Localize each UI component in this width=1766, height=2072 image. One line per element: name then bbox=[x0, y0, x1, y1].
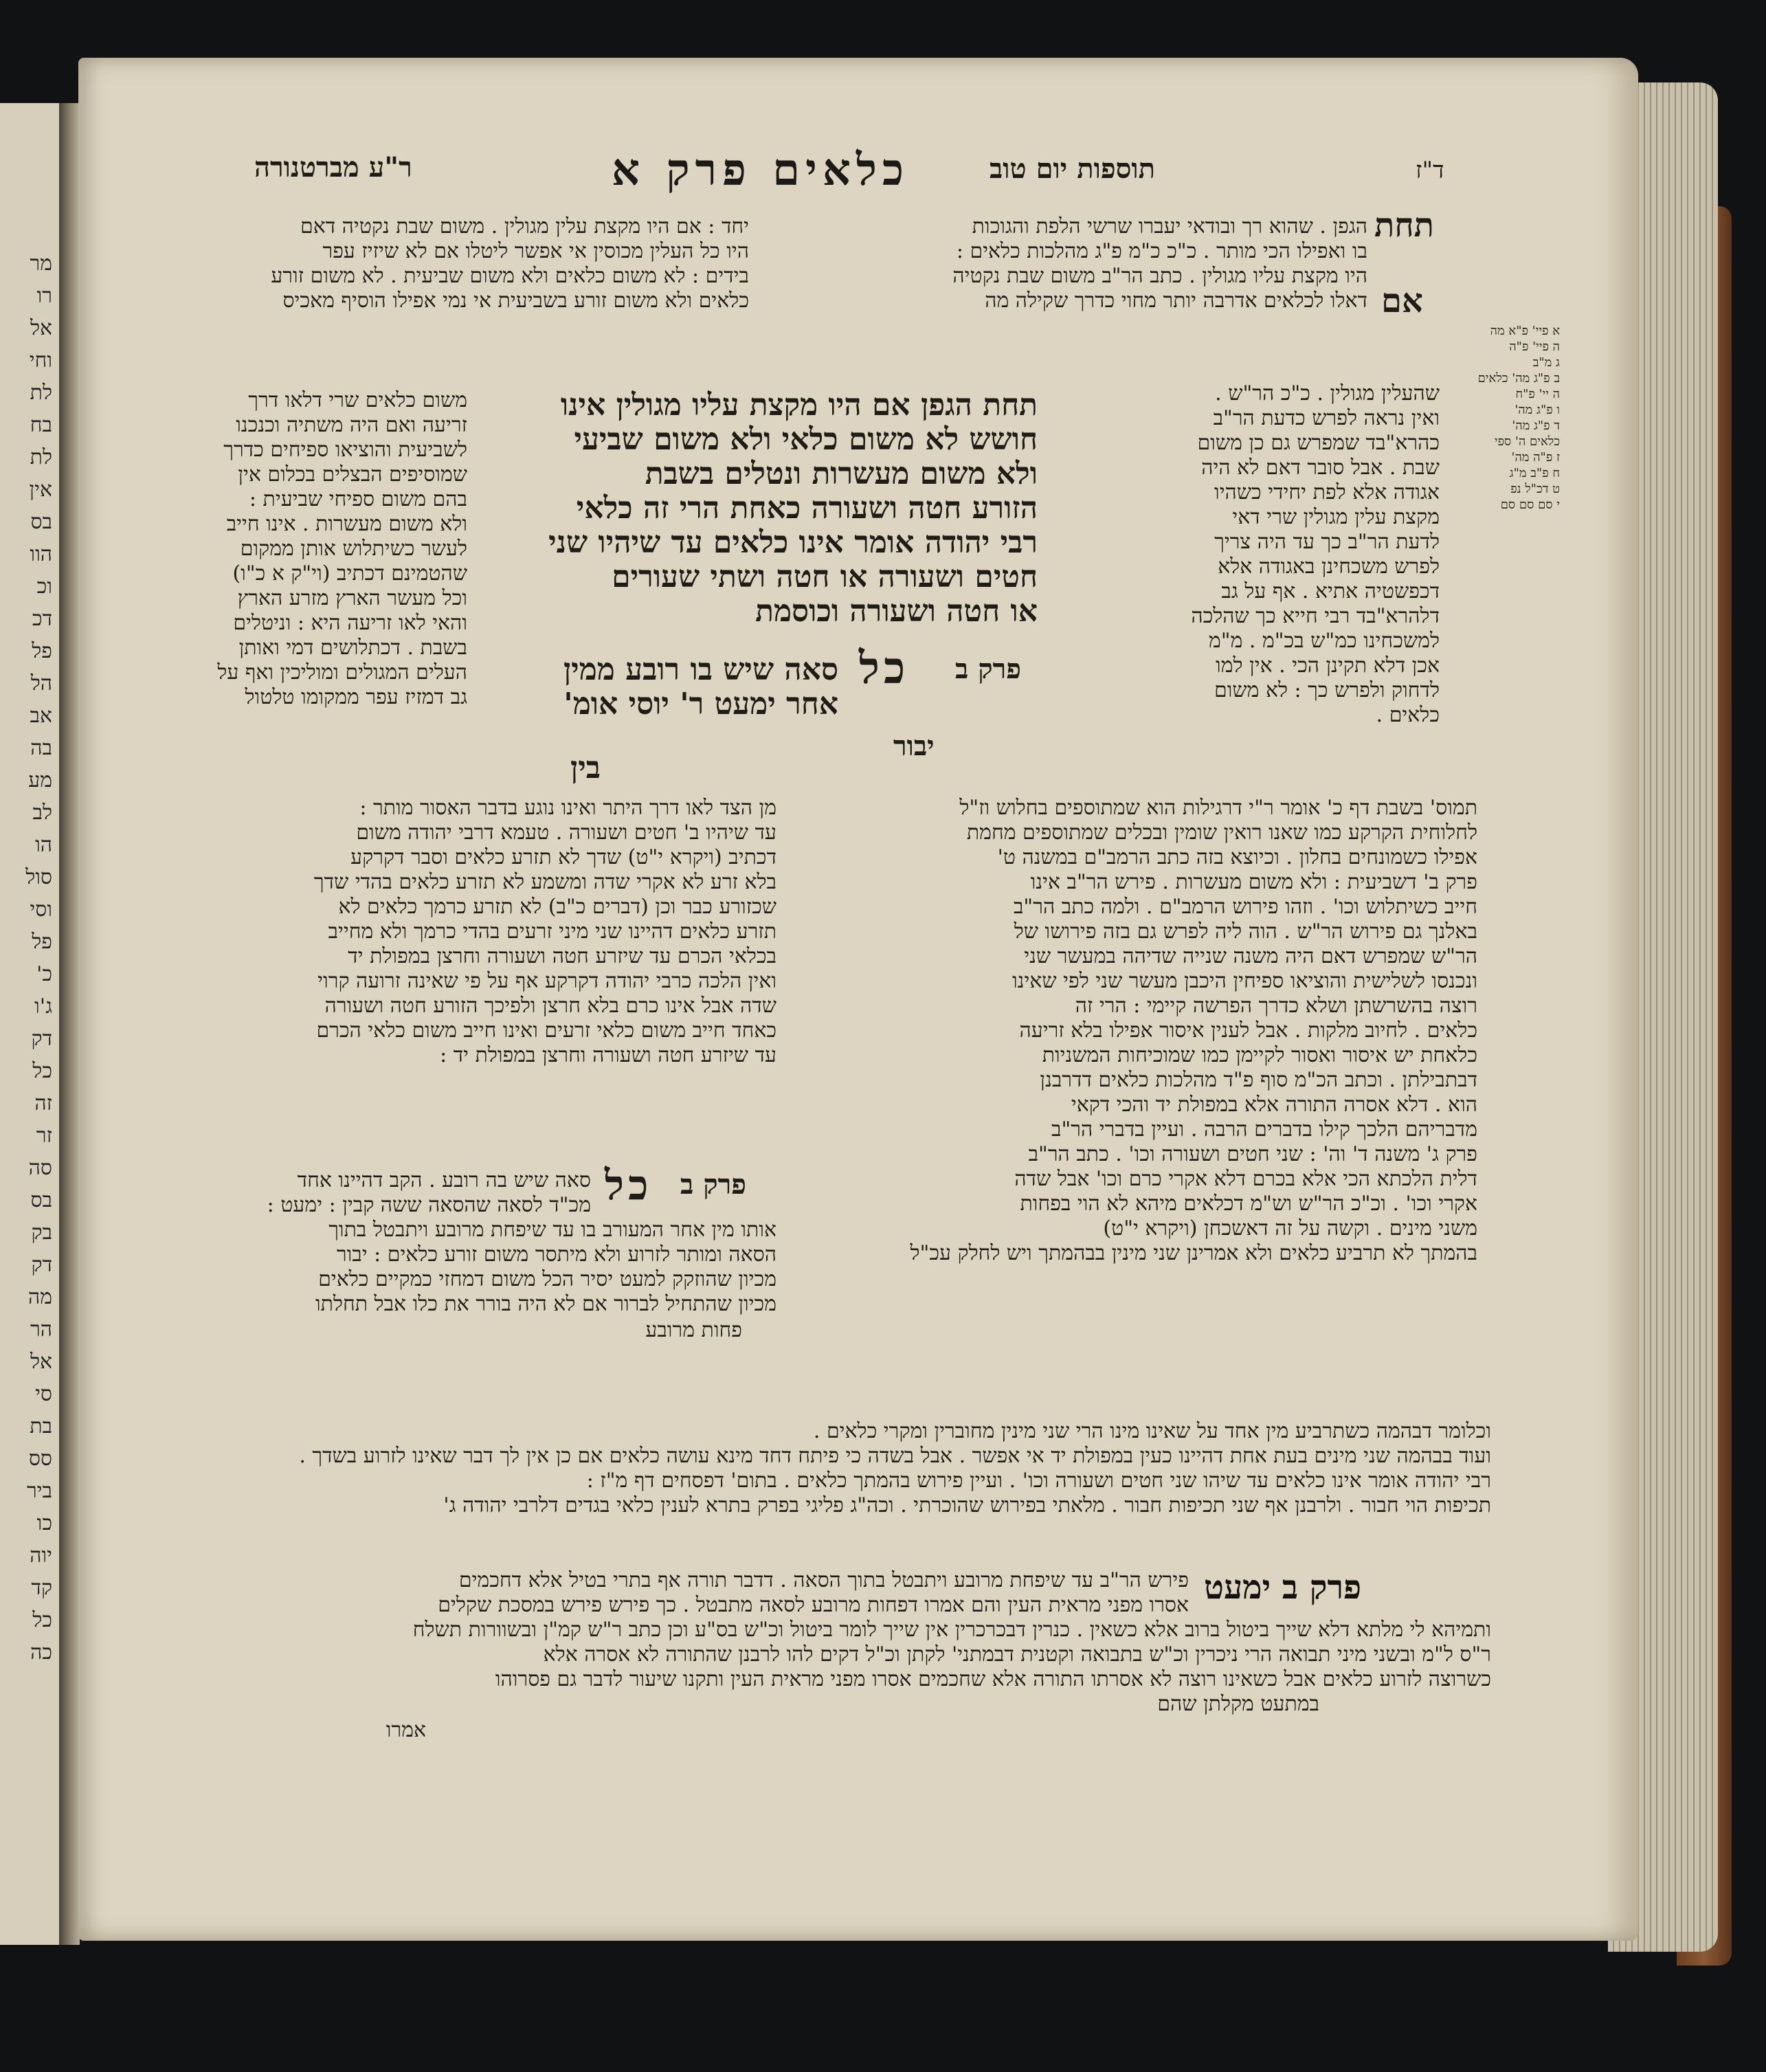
text-line: לדחוק ולפרש כך : לא משום bbox=[1214, 678, 1440, 702]
perek-b-marker: פרק ב bbox=[955, 653, 1022, 685]
text-line: היו כל העלין מכוסין אי אפשר ליטלו אם לא שיזיז עפר bbox=[322, 239, 749, 263]
rambam-left-column bbox=[131, 388, 467, 710]
text-line: דבתבילתן . וכתב הכ"מ סוף פ"ד מהלכות כלאים דדרבנן bbox=[1040, 1068, 1477, 1092]
left-line: אל bbox=[30, 1350, 52, 1374]
left-line: הר bbox=[30, 1317, 52, 1341]
mishnah-line: רבי יהודה אומר אינו כלאים עד שיהיו שני bbox=[548, 526, 1038, 560]
rambam-perek-lines-a bbox=[131, 1168, 591, 1218]
left-line: הוו bbox=[30, 542, 52, 566]
text-line: כהרא"בד שמפרש גם כן משום bbox=[1197, 431, 1440, 455]
left-line: מר bbox=[30, 252, 52, 276]
text-line: במתעט מקלתן שהם bbox=[1157, 1692, 1319, 1716]
left-line: לב bbox=[32, 801, 52, 825]
text-line: לשביעית והוציאו ספיחים כדרך bbox=[223, 438, 467, 462]
text-line: שמוסיפים הבצלים בכלום אין bbox=[238, 463, 467, 487]
rambam-perek-lines-b bbox=[131, 1218, 776, 1317]
left-line: מע bbox=[28, 768, 52, 792]
left-line: מה bbox=[27, 1285, 52, 1309]
margin-notes bbox=[1450, 323, 1560, 513]
left-line: בס bbox=[30, 510, 52, 534]
left-line: כ' bbox=[36, 962, 52, 986]
left-line: בת bbox=[30, 1414, 52, 1438]
text-line: ואין נראה לפרש כדעת הר"ב bbox=[1213, 406, 1440, 430]
text-line: ועוד בבהמה שני מינים בעת אחת דהיינו כעין במפולת יד אי אפשר . אבל בשדה כי פיתח דחד מינא עושה כלאים אם כן אין לך דבר שאינו לזרוע בשדך . bbox=[299, 1444, 1491, 1468]
left-line: בס bbox=[30, 1188, 52, 1212]
text-line: העלים המגולים ומוליכין ואף על bbox=[217, 660, 467, 684]
tosafot-middle-column bbox=[790, 796, 1477, 1266]
text-line: פחות מרובע bbox=[645, 1318, 742, 1342]
text-line: בלא זרע לא אקרי שדה ומשמע לא תזרע כלאים בהדי שדך bbox=[313, 870, 776, 894]
text-line: באלנך גם פירוש הר"ש . הוה ליה לפרש גם בזה פירושו של bbox=[1014, 920, 1477, 944]
text-line: אסרו מפני מראית העין והם אמרו דפחות מרובע לסאה מתבטל . כך פירש פירש במסכת שקלים bbox=[438, 1593, 1189, 1617]
left-line: סי bbox=[35, 1382, 52, 1406]
margin-note: ה פיי' פ"ה bbox=[1509, 339, 1560, 354]
text-line: תכיפות הוי חבור . ולרבנן אף שני תכיפות חבור . מלאתי בפירוש שהוכרתי . וכה"ג פליגי בפרק בתרא לענין כלאי בגדים דלרבי יהודה ג' bbox=[443, 1493, 1491, 1517]
mishnah-line: תחת הגפן אם היו מקצת עליו מגולין אינו bbox=[560, 388, 1038, 423]
left-line: זר bbox=[36, 1124, 52, 1148]
perek-b-bein: בין bbox=[570, 750, 601, 786]
text-line: דלית הלכתא הכי אלא בכרם דלא אקרי כרם וכו' אבל שדה bbox=[1014, 1167, 1477, 1191]
margin-note: ה יי' פ"ח bbox=[1515, 387, 1560, 401]
text-line: אכן דלא תקינן הכי . אין למו bbox=[1216, 654, 1440, 678]
text-line: משני מינים . וקשה על זה דאשכחן (ויקרא י"ט) bbox=[1103, 1216, 1477, 1240]
margin-note: ו פ"ג מה' bbox=[1514, 403, 1560, 417]
rambam-perek-marker: פרק ב bbox=[680, 1168, 747, 1201]
left-line: ג'ו bbox=[34, 994, 52, 1018]
text-line: זריעה ואם היה משתיה וכנכנו bbox=[236, 413, 467, 437]
text-line: מקצת עלין מגולין שרי דאי bbox=[1232, 505, 1440, 529]
tosafot-anchor-word: תחת bbox=[1374, 206, 1434, 245]
text-line: הסאה ומותר לזרוע ולא מיתסר משום זורע כלאים : יבור bbox=[336, 1243, 776, 1267]
left-line: סול bbox=[25, 865, 52, 889]
text-line: כלאחת יש איסור ואסור לקיימן כמו שמוכיחות המשניות bbox=[1042, 1043, 1477, 1067]
left-line: כה bbox=[30, 1640, 52, 1664]
bottom-tosafot-block-a bbox=[144, 1419, 1491, 1518]
text-line: וכל מעשר הארץ מזרע הארץ bbox=[237, 586, 467, 610]
mishnah-line: חטים ושעורה או חטה ושתי שעורים bbox=[612, 560, 1038, 594]
text-line: עד שיהיו ב' חטים ושעורה . טעמא דרבי יהודה משום bbox=[356, 821, 776, 845]
text-line: ואין הלכה כרבי יהודה דקרקע אף על פי שאינה זרועה קרוי bbox=[317, 969, 776, 993]
bottom-tosafot-catchword bbox=[247, 1718, 426, 1743]
text-line: מכ"ד לסאה שהסאה ששה קבין : ימעט : bbox=[267, 1193, 591, 1217]
page-header bbox=[254, 144, 1546, 206]
left-line: בח bbox=[30, 413, 52, 437]
text-line: בהם משום ספיחי שביעית : bbox=[249, 487, 467, 511]
left-line: סס bbox=[28, 1447, 52, 1471]
text-line: כלאים ולא משום זורע בשביעית אי נמי אפילו הוסיף מאכיס bbox=[282, 289, 749, 313]
rambam-middle-column bbox=[131, 796, 776, 1068]
mishnah-line: ולא משום מעשרות ונטלים בשבת bbox=[645, 457, 1038, 491]
text-line: כלאים . bbox=[1376, 703, 1440, 727]
text-line: גב דמזיז עפר ממקומו טלטול bbox=[245, 685, 467, 709]
header-title: כלאים פרק א bbox=[612, 144, 910, 196]
text-line: בכלאי הכרם עד שיזרע חטה ושעורה וחרצן במפולת יד bbox=[348, 944, 776, 968]
left-line: וחי bbox=[29, 348, 52, 372]
text-line: מכיון שהוזקק למעט יסיר הכל משום דמחזי כמקיים כלאים bbox=[318, 1267, 776, 1291]
text-line: דאלו לכלאים אדרבה יותר מחוי כדרך שקילה מה bbox=[985, 289, 1367, 313]
rambam-perek-lines-c bbox=[536, 1318, 742, 1343]
left-line: כל bbox=[32, 1608, 52, 1632]
text-line: דכפשטיה אתיא . אף על גב bbox=[1221, 579, 1440, 603]
text-line: היו מקצת עליו מגולין . כתב הר"ב משום שבת נקטיה bbox=[952, 264, 1367, 288]
text-line: אותו מין אחר המעורב בו עד שיפחת מרובע ויתבטל בתוך bbox=[328, 1218, 776, 1242]
text-line: ותמיהא לי מלתא דלא שייך ביטול ברוב אלא כשאין . כנרין דבכרכרין אין שייך לומר ביטול וכ"ש בס"ע וכן כתב ר"ש קמ"ן ובשוורות תשלח bbox=[412, 1618, 1491, 1642]
left-line: הל bbox=[30, 671, 52, 695]
tosafot-top-block bbox=[763, 214, 1367, 313]
handwritten-perek-marker: פרק ב ימעט bbox=[1204, 1568, 1362, 1607]
text-line: בשבת . דכתלושים דמי ואותן bbox=[238, 636, 467, 660]
text-line: בו ואפילו הכי מותר . כ"כ כ"מ פ"ג מהלכות כלאים : bbox=[956, 239, 1367, 263]
margin-note: א פיי' פ"א מה bbox=[1490, 324, 1560, 338]
perek-b-yevor: יבור bbox=[893, 730, 935, 762]
bottom-tosafot-block-c bbox=[144, 1618, 1491, 1692]
text-line: מדבריהם הלכך קילו בדברים הרבה . ועיין בדברי הר"ב bbox=[1051, 1117, 1477, 1141]
margin-note: ט דכ"ל נפ bbox=[1510, 482, 1560, 496]
mishnah-line: אחר ימעט ר' יוסי אומ' bbox=[563, 687, 838, 722]
text-line: עד שיזרע חטה ושעורה וחרצן במפולת יד : bbox=[440, 1043, 776, 1067]
text-line: פירש הר"ב עד שיפחת מרובע ויתבטל בתוך הסאה . דדבר תורה אף בתרי בטיל אלא דחכמים bbox=[458, 1568, 1189, 1592]
text-line: משום כלאים שרי דלאו דרך bbox=[248, 388, 467, 412]
mishnah-text bbox=[488, 388, 1038, 629]
text-line: מן הצד לאו דרך היתר ואינו נוגע בדבר האסור מותר : bbox=[359, 796, 776, 820]
left-line: לת bbox=[30, 381, 52, 405]
left-line: קד bbox=[31, 1576, 52, 1600]
text-line: כשרוצה לזרוע כלאים אבל כשאינו רוצה לא אסרתו התורה אלא שחכמים אסרו מפני מראית העין ותקנו שיעור לדבר גם פסרוהו bbox=[495, 1667, 1491, 1691]
text-line: יחד : אם היו מקצת עלין מגולין . משום שבת נקטיה דאם bbox=[300, 214, 749, 238]
text-line: ונכנסו לשלישית והוציאו ספיחין היכבן מעשר שני לפי שאינו bbox=[1012, 969, 1477, 993]
tosafot-right-column bbox=[1048, 381, 1440, 728]
left-line: וסי bbox=[30, 898, 52, 922]
text-line: שדה אבל אינו כרם בלא חרצן ולפיכך הזורע חטה ושעורה bbox=[324, 994, 776, 1018]
left-line: סה bbox=[28, 1156, 52, 1180]
text-line: אגודה אלא לפת יחידי כשהיו bbox=[1214, 480, 1440, 504]
text-line: שבת . אבל סובר דאם לא היה bbox=[1201, 456, 1440, 480]
margin-note: י סם סם סם bbox=[1500, 498, 1560, 512]
text-line: בידים : לא משום כלאים ולא משום שביעית . לא משום זורע bbox=[271, 264, 749, 288]
text-line: רוצה בהשרשתן ושלא כדרך הפרשה קיימי : הרי זה bbox=[1075, 994, 1477, 1018]
text-line: לחלוחית הקרקע כמו שאנו רואין שומין ובכלים שמתוספים מחמת bbox=[966, 821, 1477, 845]
left-line: פל bbox=[32, 639, 52, 663]
left-line: דק bbox=[31, 1253, 52, 1277]
mishnah-line: חושש לא משום כלאי ולא משום שביעי bbox=[574, 423, 1038, 457]
left-line: כל bbox=[32, 1059, 52, 1083]
text-line: חייב כשיתלוש וכו' . וזהו פירוש הרמב"ם . ולמה כתב הר"ב bbox=[1013, 895, 1477, 919]
left-line: ביר bbox=[26, 1479, 52, 1503]
text-line: הוא . דלא אסרה התורה אלא במפולת יד והכי דקאי bbox=[1071, 1093, 1477, 1117]
header-tosafot: תוספות יום טוב bbox=[990, 153, 1155, 185]
left-line: זה bbox=[34, 1091, 52, 1115]
margin-note: ז פ"ה מה' bbox=[1511, 450, 1560, 465]
perek-b-lines bbox=[495, 653, 838, 722]
text-line: תמוס' בשבת דף כ' אומר ר"י דרגילות הוא שמתוספים בחלוש וז"ל bbox=[959, 796, 1477, 820]
text-line: פרק ב' דשביעית : ולא משום מעשרות . פירש הר"ב אינו bbox=[1030, 870, 1477, 894]
left-line: וכ bbox=[36, 575, 52, 599]
margin-note: ח פ"ב מ"ג bbox=[1509, 466, 1560, 480]
text-line: והאי לאו זריעה היא : וניטלים bbox=[233, 611, 467, 635]
text-line: ולא משום מעשרות . אינו חייב bbox=[226, 512, 467, 536]
text-line: לעשר כשיתלוש אותן ממקום bbox=[240, 537, 467, 561]
tosafot-anchor-word-2: אם bbox=[1381, 282, 1423, 320]
left-line: בק bbox=[31, 1221, 52, 1245]
bottom-tosafot-block-b bbox=[144, 1568, 1189, 1618]
left-line: בה bbox=[30, 736, 52, 760]
text-line: שהטמינם דכתיב (וי"ק א כ"ו) bbox=[232, 561, 467, 586]
text-line: שהעלין מגולין . כ"כ הר"ש . bbox=[1215, 381, 1440, 405]
left-line: יוה bbox=[30, 1544, 52, 1568]
left-page-edge bbox=[0, 103, 62, 1945]
left-line: דק bbox=[31, 1027, 52, 1051]
text-line: אקרי וכו' . וכ"כ הר"ש וש"מ דכלאים מיהא לא הוי בפחות bbox=[1020, 1192, 1477, 1216]
left-page-margin-text bbox=[4, 247, 52, 1669]
text-line: לפרש משכחינן באגודה אלא bbox=[1218, 555, 1440, 579]
margin-note: ד פ"ג מה' bbox=[1512, 419, 1560, 433]
text-line: ר"ס ל"מ ובשני מיני תבואה הרי ניכרין וכ"ש בתבואה וקטנית דבמתני' לקתן וכ"ל דקים להו לרבנן שהתורה לא אסרה אלא bbox=[543, 1642, 1491, 1667]
margin-note: כלאים ה' ספי bbox=[1494, 434, 1560, 449]
catchword: אמרו bbox=[385, 1718, 426, 1742]
text-line: בהמתך לא תרביע כלאים ולא אמרינן שני מינין בבהמתך ויש לחלק עכ"ל bbox=[910, 1241, 1477, 1265]
text-line: כאחד חייב משום כלאי זרעים ואינו חייב משום כלאי הכרם bbox=[316, 1018, 776, 1043]
left-line: אל bbox=[30, 316, 52, 340]
text-line: אפילו כשמונחים בחלון . וכיוצא בזה כתב הרמב"ם במשנה ט' bbox=[997, 845, 1477, 869]
text-line: רבי יהודה אומר אינו כלאים עד שיהו שני חטים ושעורה וכו' . ועיין פירוש בהמתך כלאים . בתום' דפסחים דף מ"ז : bbox=[586, 1469, 1491, 1493]
header-rambam: ר"ע מברטנורה bbox=[254, 151, 412, 183]
left-line: אב bbox=[30, 704, 52, 728]
left-line: לת bbox=[30, 445, 52, 469]
text-line: דכתיב (ויקרא י"ט) שדך לא תזרע כלאים וסבר דקרקע bbox=[350, 845, 776, 869]
mishnah-line: סאה שיש בו רובע ממין bbox=[563, 653, 838, 687]
left-line: הו bbox=[35, 833, 52, 857]
left-line: פל bbox=[32, 930, 52, 954]
text-line: סאה שיש בה רובע . הקב דהיינו אחד bbox=[297, 1168, 591, 1192]
text-line: כלאים . לחיוב מלקות . אבל לענין איסור אפילו בלא זריעה bbox=[1019, 1018, 1477, 1043]
margin-note: ב פ"ג מה' כלאים bbox=[1477, 371, 1560, 386]
left-line: כו bbox=[36, 1511, 52, 1535]
text-line: תזרע כלאים דהיינו שני מיני זרעים בהדי כרמך ולא מחייב bbox=[328, 920, 776, 944]
text-line: לדעת הר"ב כך עד היה צריך bbox=[1214, 530, 1440, 554]
left-line: רו bbox=[36, 284, 52, 308]
header-folio: ד"ז bbox=[1416, 157, 1444, 184]
text-line: וכלומר דבהמה כשתרביע מין אחד על שאינו מינו הרי שני מינין מחוברין ומקרי כלאים . bbox=[813, 1419, 1491, 1443]
bottom-tosafot-block-d bbox=[756, 1692, 1319, 1717]
left-line: דכ bbox=[32, 607, 52, 631]
text-line: פרק ג' משנה ד' וה' : שני חטים ושעורה וכו' . כתב הר"ב bbox=[1028, 1142, 1477, 1166]
rambam-perek-big-word: כל bbox=[605, 1161, 653, 1210]
book-gutter bbox=[59, 103, 80, 1945]
left-line: אין bbox=[29, 478, 52, 502]
text-line: הגפן . שהוא רך ובודאי יעברו שרשי הלפת והגוכות bbox=[972, 214, 1367, 238]
mishnah-line: או חטה ושעורה וכוסמת bbox=[755, 594, 1038, 629]
text-line: הר"ש שמפרש דאם היה משנה שנייה שדיהה במעשר שני bbox=[1024, 944, 1477, 968]
text-line: שכזורע כבר וכן (דברים כ"ב) לא תזרע כרמך כלאים לא bbox=[338, 895, 776, 919]
margin-note: ג מ"ב bbox=[1532, 355, 1560, 370]
text-line: למשכחינו כמ"ש בכ"מ . מ"מ bbox=[1208, 629, 1440, 653]
text-line: מכיון שהתחיל לברור אם לא היה בורר את כלו אבל תחלתו bbox=[315, 1292, 776, 1316]
text-line: דלהרא"בד רבי חייא כך שהלכה bbox=[1191, 604, 1440, 628]
perek-b-big-word: כל bbox=[859, 643, 910, 694]
mishnah-line: הזורע חטה ושעורה כאחת הרי זה כלאי bbox=[576, 491, 1038, 526]
rambam-top-block bbox=[117, 214, 749, 313]
